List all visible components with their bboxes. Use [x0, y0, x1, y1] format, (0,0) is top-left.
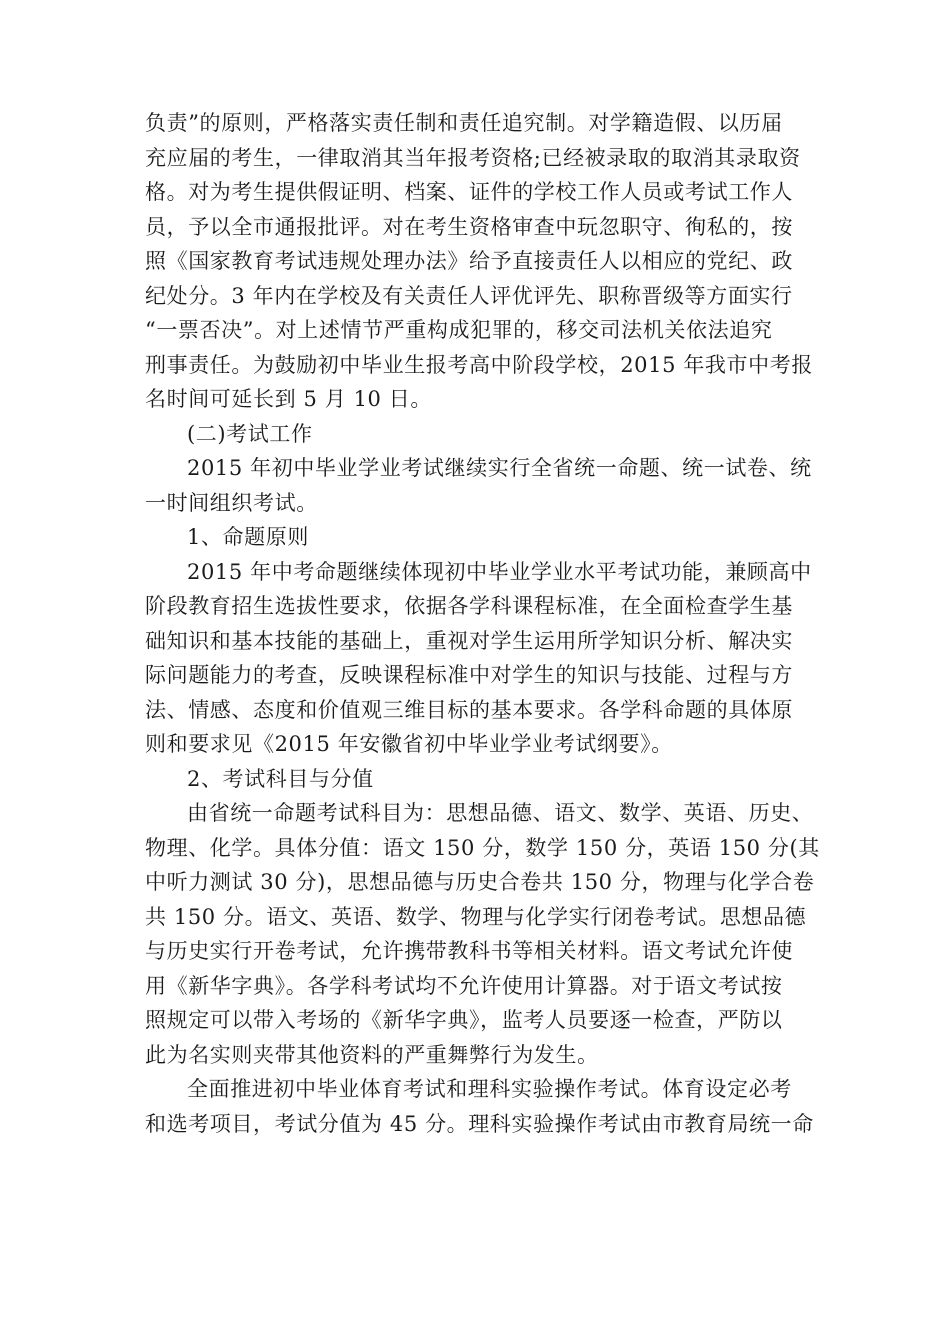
text-line: 照规定可以带入考场的《新华字典》，监考人员要逐一检查，严防以 — [145, 1008, 783, 1032]
text-line: 1、命题原则 — [187, 525, 309, 549]
text-line: 和选考项目，考试分值为 45 分。理科实验操作考试由市教育局统一命 — [145, 1111, 814, 1136]
text-line: 础知识和基本技能的基础上，重视对学生运用所学知识分析、解决实 — [145, 628, 793, 653]
text-line: 负责”的原则，严格落实责任制和责任追究制。对学籍造假、以历届 — [145, 111, 783, 135]
text-line: 共 150 分。语文、英语、数学、物理与化学实行闭卷考试。思想品德 — [145, 904, 807, 929]
text-line: 与历史实行开卷考试，允许携带教科书等相关材料。语文考试允许使 — [145, 939, 793, 963]
text-line: 法、情感、态度和价值观三维目标的基本要求。各学科命题的具体原 — [145, 697, 793, 722]
text-line: 刑事责任。为鼓励初中毕业生报考高中阶段学校，2015 年我市中考报 — [145, 352, 813, 377]
text-line: 2015 年初中毕业学业考试继续实行全省统一命题、统一试卷、统 — [187, 456, 812, 480]
text-line: 此为名实则夹带其他资料的严重舞弊行为发生。 — [145, 1042, 599, 1067]
text-line: 用《新华字典》。各学科考试均不允许使用计算器。对于语文考试按 — [145, 973, 783, 998]
text-line: 2015 年中考命题继续体现初中毕业学业水平考试功能，兼顾高中 — [187, 559, 812, 584]
text-line: 名时间可延长到 5 月 10 日。 — [145, 387, 432, 411]
text-line: (二)考试工作 — [187, 421, 313, 446]
text-line: 则和要求见《2015 年安徽省初中毕业学业考试纲要》。 — [145, 732, 673, 756]
text-line: 际问题能力的考查，反映课程标准中对学生的知识与技能、过程与方 — [145, 663, 793, 687]
document-body — [145, 106, 820, 1141]
text-line: 充应届的考生，一律取消其当年报考资格;已经被录取的取消其录取资 — [145, 145, 801, 170]
text-line: “一票否决”。对上述情节严重构成犯罪的，移交司法机关依法追究 — [145, 318, 773, 342]
text-line: 一时间组织考试。 — [145, 490, 318, 515]
text-line: 阶段教育招生选拔性要求，依据各学科课程标准，在全面检查学生基 — [145, 594, 793, 618]
text-line: 由省统一命题考试科目为：思想品德、语文、数学、英语、历史、 — [187, 801, 814, 825]
text-line: 纪处分。3 年内在学校及有关责任人评优评先、职称晋级等方面实行 — [145, 283, 793, 308]
text-line: 照《国家教育考试违规处理办法》给予直接责任人以相应的党纪、政 — [145, 249, 793, 273]
text-line: 格。对为考生提供假证明、档案、证件的学校工作人员或考试工作人 — [145, 180, 793, 204]
text-line: 员，予以全市通报批评。对在考生资格审查中玩忽职守、徇私的，按 — [145, 214, 793, 239]
text-line: 物理、化学。具体分值：语文 150 分，数学 150 分，英语 150 分(其 — [145, 835, 820, 860]
text-line: 中听力测试 30 分)，思想品德与历史合卷共 150 分，物理与化学合卷 — [145, 870, 815, 894]
text-line: 全面推进初中毕业体育考试和理科实验操作考试。体育设定必考 — [187, 1077, 792, 1101]
text-line: 2、考试科目与分值 — [187, 766, 374, 791]
